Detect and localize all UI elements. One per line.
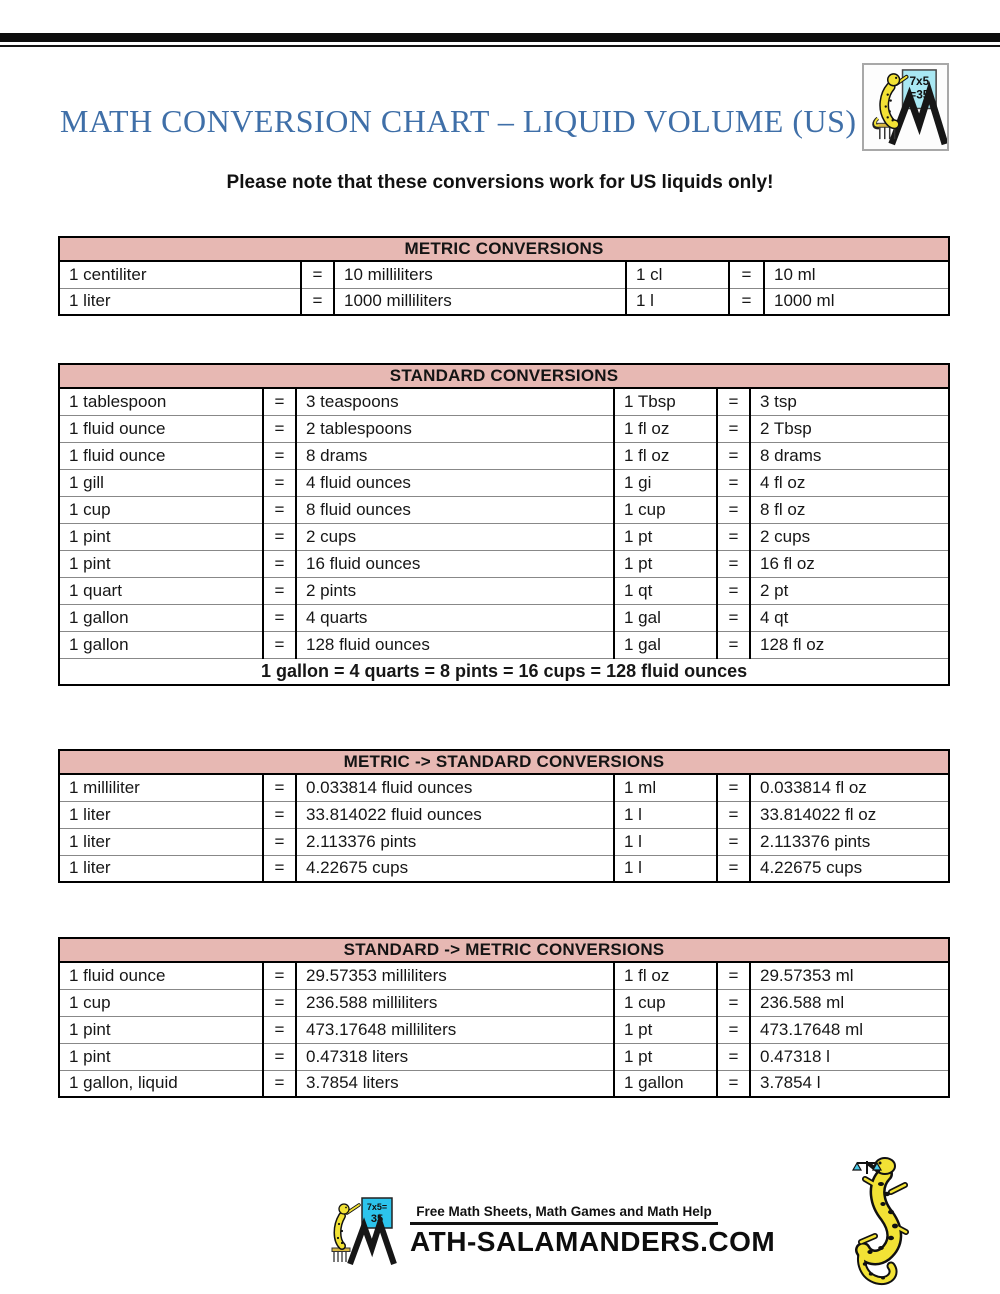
value-cell: 236.588 milliliters [296, 989, 614, 1016]
unit-cell: 1 liter [59, 828, 263, 855]
equals-cell: = [717, 604, 750, 631]
equals-cell: = [717, 388, 750, 415]
abbr-cell: 1 fl oz [614, 962, 717, 989]
abbr-value-cell: 128 fl oz [750, 631, 949, 658]
equals-cell: = [717, 1070, 750, 1097]
table-row [59, 962, 949, 989]
unit-cell: 1 cup [59, 989, 263, 1016]
value-cell: 4 quarts [296, 604, 614, 631]
abbr-cell: 1 pt [614, 523, 717, 550]
table-header-row [59, 237, 949, 261]
equals-cell: = [263, 1070, 296, 1097]
unit-cell: 1 quart [59, 577, 263, 604]
unit-cell: 1 pint [59, 550, 263, 577]
unit-cell: 1 gallon [59, 604, 263, 631]
equals-cell: = [301, 261, 334, 288]
table-row [59, 1016, 949, 1043]
table-row [59, 496, 949, 523]
table-row [59, 469, 949, 496]
equals-cell: = [263, 989, 296, 1016]
abbr-cell: 1 fl oz [614, 415, 717, 442]
abbr-value-cell: 16 fl oz [750, 550, 949, 577]
equals-cell: = [263, 469, 296, 496]
table-title: METRIC CONVERSIONS [59, 237, 949, 261]
equals-cell: = [263, 962, 296, 989]
summary-cell: 1 gallon = 4 quarts = 8 pints = 16 cups = 128 fluid ounces [59, 658, 949, 685]
abbr-cell: 1 Tbsp [614, 388, 717, 415]
table-row [59, 1043, 949, 1070]
equals-cell: = [717, 415, 750, 442]
table-row [59, 388, 949, 415]
unit-cell: 1 pint [59, 1043, 263, 1070]
scales-salamander-icon [828, 1152, 938, 1292]
value-cell: 128 fluid ounces [296, 631, 614, 658]
standard-conversions-table [58, 363, 948, 686]
abbr-value-cell: 10 ml [764, 261, 949, 288]
abbr-value-cell: 8 drams [750, 442, 949, 469]
abbr-value-cell: 29.57353 ml [750, 962, 949, 989]
value-cell: 3 teaspoons [296, 388, 614, 415]
abbr-value-cell: 2.113376 pints [750, 828, 949, 855]
abbr-value-cell: 236.588 ml [750, 989, 949, 1016]
unit-cell: 1 gallon, liquid [59, 1070, 263, 1097]
value-cell: 4 fluid ounces [296, 469, 614, 496]
table-summary-row [59, 658, 949, 685]
table-row [59, 774, 949, 801]
table-row [59, 828, 949, 855]
footer-divider [410, 1222, 718, 1225]
table-title: STANDARD CONVERSIONS [59, 364, 949, 388]
equals-cell: = [263, 523, 296, 550]
unit-cell: 1 pint [59, 523, 263, 550]
abbr-cell: 1 gi [614, 469, 717, 496]
equals-cell: = [263, 828, 296, 855]
top-double-rule [0, 33, 1000, 47]
abbr-cell: 1 pt [614, 1043, 717, 1070]
abbr-cell: 1 gal [614, 631, 717, 658]
unit-cell: 1 fluid ounce [59, 962, 263, 989]
equals-cell: = [263, 631, 296, 658]
table-row [59, 577, 949, 604]
equals-cell: = [263, 801, 296, 828]
abbr-cell: 1 gal [614, 604, 717, 631]
abbr-value-cell: 473.17648 ml [750, 1016, 949, 1043]
unit-cell: 1 liter [59, 288, 301, 315]
value-cell: 29.57353 milliliters [296, 962, 614, 989]
abbr-value-cell: 1000 ml [764, 288, 949, 315]
equals-cell: = [263, 388, 296, 415]
table-row [59, 288, 949, 315]
footer-board-line2: 35 [370, 1213, 384, 1225]
abbr-cell: 1 l [626, 288, 729, 315]
table-row [59, 604, 949, 631]
metric-conversions-table [58, 236, 948, 316]
table-header-row [59, 750, 949, 774]
abbr-cell: 1 pt [614, 1016, 717, 1043]
equals-cell: = [263, 604, 296, 631]
table-row [59, 442, 949, 469]
equals-cell: = [717, 1016, 750, 1043]
table-row [59, 855, 949, 882]
abbr-cell: 1 cl [626, 261, 729, 288]
salamander-easel-icon [864, 65, 947, 149]
abbr-value-cell: 33.814022 fl oz [750, 801, 949, 828]
value-cell: 2 cups [296, 523, 614, 550]
note-subtitle: Please note that these conversions work for US liquids only! [226, 172, 774, 193]
value-cell: 16 fluid ounces [296, 550, 614, 577]
abbr-cell: 1 qt [614, 577, 717, 604]
equals-cell: = [263, 774, 296, 801]
abbr-cell: 1 l [614, 828, 717, 855]
value-cell: 1000 milliliters [334, 288, 626, 315]
table-row [59, 261, 949, 288]
equals-cell: = [263, 1016, 296, 1043]
footer-board-line1: 7x5= [366, 1202, 388, 1212]
equals-cell: = [717, 801, 750, 828]
metric-to-standard-table [58, 749, 948, 883]
table-header-row [59, 938, 949, 962]
abbr-value-cell: 8 fl oz [750, 496, 949, 523]
value-cell: 8 drams [296, 442, 614, 469]
abbr-cell: 1 cup [614, 989, 717, 1016]
equals-cell: = [263, 1043, 296, 1070]
table-row [59, 801, 949, 828]
table-row [59, 415, 949, 442]
abbr-cell: 1 l [614, 801, 717, 828]
site-name: ATH-SALAMANDERS.COM [410, 1226, 776, 1257]
table-header-row [59, 364, 949, 388]
abbr-cell: 1 pt [614, 550, 717, 577]
standard-to-metric-table [58, 937, 948, 1098]
equals-cell: = [717, 631, 750, 658]
value-cell: 8 fluid ounces [296, 496, 614, 523]
equals-cell: = [717, 469, 750, 496]
unit-cell: 1 liter [59, 801, 263, 828]
abbr-cell: 1 l [614, 855, 717, 882]
unit-cell: 1 pint [59, 1016, 263, 1043]
unit-cell: 1 fluid ounce [59, 415, 263, 442]
unit-cell: 1 milliliter [59, 774, 263, 801]
logo-board-line2: =35 [909, 87, 930, 102]
abbr-cell: 1 ml [614, 774, 717, 801]
abbr-value-cell: 3 tsp [750, 388, 949, 415]
equals-cell: = [717, 855, 750, 882]
equals-cell: = [717, 550, 750, 577]
footer-tagline: Free Math Sheets, Math Games and Math Help [416, 1204, 712, 1219]
value-cell: 2 pints [296, 577, 614, 604]
equals-cell: = [717, 577, 750, 604]
abbr-cell: 1 gallon [614, 1070, 717, 1097]
equals-cell: = [301, 288, 334, 315]
abbr-value-cell: 4 qt [750, 604, 949, 631]
abbr-cell: 1 fl oz [614, 442, 717, 469]
value-cell: 473.17648 milliliters [296, 1016, 614, 1043]
footer-brand-text [410, 1196, 776, 1258]
table-row [59, 989, 949, 1016]
equals-cell: = [263, 855, 296, 882]
abbr-value-cell: 4 fl oz [750, 469, 949, 496]
table-row [59, 523, 949, 550]
unit-cell: 1 fluid ounce [59, 442, 263, 469]
equals-cell: = [717, 989, 750, 1016]
table-title: METRIC -> STANDARD CONVERSIONS [59, 750, 949, 774]
table-row [59, 550, 949, 577]
equals-cell: = [729, 261, 764, 288]
table-row [59, 1070, 949, 1097]
table-row [59, 631, 949, 658]
abbr-value-cell: 2 cups [750, 523, 949, 550]
unit-cell: 1 centiliter [59, 261, 301, 288]
equals-cell: = [717, 962, 750, 989]
abbr-value-cell: 0.033814 fl oz [750, 774, 949, 801]
equals-cell: = [263, 442, 296, 469]
value-cell: 4.22675 cups [296, 855, 614, 882]
table-title: STANDARD -> METRIC CONVERSIONS [59, 938, 949, 962]
equals-cell: = [717, 774, 750, 801]
unit-cell: 1 gill [59, 469, 263, 496]
page-title: MATH CONVERSION CHART – LIQUID VOLUME (US) [60, 103, 857, 139]
abbr-value-cell: 2 Tbsp [750, 415, 949, 442]
unit-cell: 1 liter [59, 855, 263, 882]
unit-cell: 1 cup [59, 496, 263, 523]
equals-cell: = [717, 523, 750, 550]
equals-cell: = [263, 577, 296, 604]
equals-cell: = [717, 1043, 750, 1070]
value-cell: 2.113376 pints [296, 828, 614, 855]
equals-cell: = [717, 828, 750, 855]
footer-brand [330, 1196, 776, 1270]
value-cell: 3.7854 liters [296, 1070, 614, 1097]
math-salamanders-logo [862, 63, 949, 151]
value-cell: 10 milliliters [334, 261, 626, 288]
abbr-value-cell: 2 pt [750, 577, 949, 604]
equals-cell: = [263, 496, 296, 523]
salamander-easel-icon [330, 1196, 408, 1270]
equals-cell: = [717, 496, 750, 523]
value-cell: 0.033814 fluid ounces [296, 774, 614, 801]
unit-cell: 1 gallon [59, 631, 263, 658]
equals-cell: = [263, 550, 296, 577]
abbr-value-cell: 0.47318 l [750, 1043, 949, 1070]
abbr-value-cell: 4.22675 cups [750, 855, 949, 882]
value-cell: 33.814022 fluid ounces [296, 801, 614, 828]
value-cell: 2 tablespoons [296, 415, 614, 442]
equals-cell: = [729, 288, 764, 315]
equals-cell: = [263, 415, 296, 442]
unit-cell: 1 tablespoon [59, 388, 263, 415]
abbr-cell: 1 cup [614, 496, 717, 523]
equals-cell: = [717, 442, 750, 469]
abbr-value-cell: 3.7854 l [750, 1070, 949, 1097]
value-cell: 0.47318 liters [296, 1043, 614, 1070]
logo-board-line1: 7x5 [909, 73, 930, 88]
